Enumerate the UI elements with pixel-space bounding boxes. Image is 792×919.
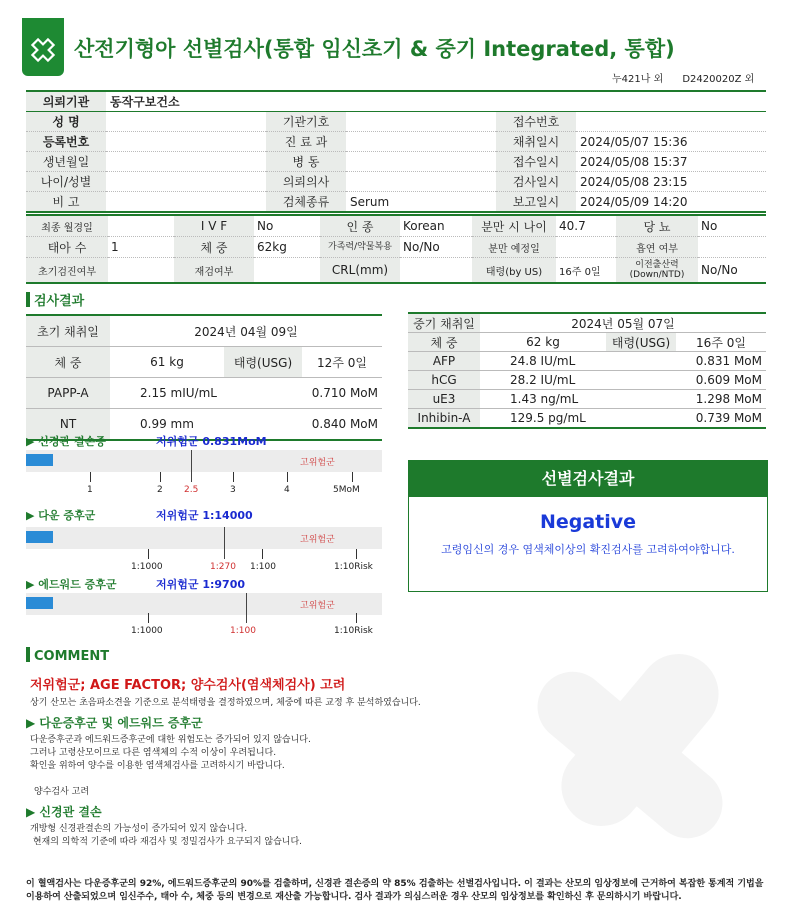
edwards-high-risk-label: 고위험군 xyxy=(300,601,335,611)
remarks-value xyxy=(106,192,266,213)
down-tick xyxy=(262,549,263,559)
down-tick xyxy=(148,549,149,559)
ntd-tick xyxy=(287,472,288,482)
ue3-label: uE3 xyxy=(408,390,480,409)
down-risk-bar xyxy=(26,527,382,549)
ntd-risk-bar xyxy=(26,450,382,472)
mid-weight-label: 체 중 xyxy=(408,333,480,352)
early-results-table xyxy=(26,314,382,441)
early-collect-date: 2024년 04월 09일 xyxy=(110,315,382,347)
reported-label: 보고일시 xyxy=(496,192,576,213)
retest-value xyxy=(254,258,320,284)
comment-section-label: COMMENT xyxy=(34,649,110,664)
edwards-cutoff-marker xyxy=(246,593,247,623)
lmp-label: 최종 월경일 xyxy=(26,215,108,237)
down-risk-title: ▶ 다운 증후군 xyxy=(26,509,96,522)
early-collect-row xyxy=(26,315,382,347)
comment-amnio: 양수검사 고려 xyxy=(34,787,90,797)
tested-label: 검사일시 xyxy=(496,172,576,192)
institution-value: 동작구보건소 xyxy=(106,91,766,112)
obstetric-row xyxy=(26,258,766,284)
mid-results-table xyxy=(408,312,766,429)
edwards-tick xyxy=(356,613,357,623)
afp-mom: 0.831 MoM xyxy=(676,352,766,371)
edwards-cutoff-label: 1:100 xyxy=(230,626,256,636)
inhibin-a-value: 129.5 pg/mL xyxy=(480,409,676,429)
mid-marker-row xyxy=(408,390,766,409)
down-tick-label: 1:10Risk xyxy=(334,562,373,572)
tested-value: 2024/05/08 23:15 xyxy=(576,172,766,192)
ntd-high-risk-label: 고위험군 xyxy=(300,458,335,468)
edwards-tick-label: 1:1000 xyxy=(131,626,163,636)
birthdate-value xyxy=(106,152,266,172)
mid-collect-label: 중기 채취일 xyxy=(408,313,480,333)
ga-us-label: 태령(by US) xyxy=(472,258,556,284)
comment-subtitle-down-edwards: ▶ 다운증후군 및 에드워드 증후군 xyxy=(26,716,203,730)
afp-label: AFP xyxy=(408,352,480,371)
ward-value xyxy=(346,152,496,172)
down-risk-fill xyxy=(26,531,53,543)
obstetric-row xyxy=(26,237,766,258)
screening-result-title: 선별검사결과 xyxy=(409,461,767,497)
crl-label: CRL(mm) xyxy=(320,258,400,284)
weight-label: 체 중 xyxy=(174,237,254,258)
department-label: 진 료 과 xyxy=(266,132,346,152)
department-value xyxy=(346,132,496,152)
diabetes-value: No xyxy=(698,215,766,237)
report-title: 산전기형아 선별검사(통합 임신초기 & 중기 Integrated, 통합) xyxy=(74,37,675,61)
mid-marker-row xyxy=(408,352,766,371)
institution-label: 의뢰기관 xyxy=(26,91,106,112)
name-label: 성 명 xyxy=(26,112,106,132)
nt-label: NT xyxy=(26,409,110,441)
early-ga-label: 태령(USG) xyxy=(224,347,302,378)
family-history-value: No/No xyxy=(400,237,472,258)
mid-collect-row xyxy=(408,313,766,333)
collected-value: 2024/05/07 15:36 xyxy=(576,132,766,152)
comment-line: 확인을 위하여 양수를 이용한 염색체검사를 고려하시기 바랍니다. xyxy=(30,761,285,771)
age-sex-value xyxy=(106,172,266,192)
ga-us-value: 16주 0일 xyxy=(556,258,616,284)
down-cutoff-label: 1:270 xyxy=(210,562,236,572)
mid-ga-value: 16주 0일 xyxy=(676,333,766,352)
ntd-tick xyxy=(160,472,161,482)
diabetes-label: 당 뇨 xyxy=(616,215,698,237)
early-ga-value: 12주 0일 xyxy=(302,347,382,378)
family-history-label: 가족력/약물복용 xyxy=(320,237,400,258)
patient-row xyxy=(26,112,766,132)
papp-a-label: PAPP-A xyxy=(26,378,110,409)
reported-value: 2024/05/09 14:20 xyxy=(576,192,766,213)
down-tick-label: 1:100 xyxy=(250,562,276,572)
obstetric-info-table xyxy=(26,214,766,284)
ntd-tick-label: 3 xyxy=(230,485,236,495)
mid-ga-label: 태령(USG) xyxy=(606,333,676,352)
remarks-label: 비 고 xyxy=(26,192,106,213)
screening-result-note: 고령임신의 경우 염색체이상의 확진검사를 고려하여야합니다. xyxy=(441,543,735,556)
fetus-count-label: 태아 수 xyxy=(26,237,108,258)
patient-row xyxy=(26,132,766,152)
ntd-tick xyxy=(90,472,91,482)
early-weight-label: 체 중 xyxy=(26,347,110,378)
received-label: 접수일시 xyxy=(496,152,576,172)
specimen-value: Serum xyxy=(346,192,496,213)
footer-disclaimer: 이 혈액검사는 다운증후군의 92%, 에드워드증후군의 90%를 검출하며, 신경관 결손증의 약 85% 검출하는 선별검사입니다. 이 결과는 산모의 임상정보에 근거하여 복잡한 통계적 기법을 이용하여 산출되었으며 임신주수, 태아 수, 체중 등의 변경으로 재산출 가능합니다. 검사 결과가 의심스러운 경우 산모의 임상정보를 확인하신 후 문의하시기 바랍니다. xyxy=(26,879,764,902)
edwards-tick xyxy=(148,613,149,623)
patient-row xyxy=(26,192,766,213)
early-weight-row xyxy=(26,347,382,378)
doctor-label: 의뢰의사 xyxy=(266,172,346,192)
early-weight-value: 61 kg xyxy=(110,347,224,378)
ntd-risk-fill xyxy=(26,454,53,466)
ntd-cutoff-marker xyxy=(191,450,192,482)
prior-birth-label: 이전출산력 (Down/NTD) xyxy=(616,258,698,284)
ue3-value: 1.43 ng/mL xyxy=(480,390,676,409)
due-date-value xyxy=(556,237,616,258)
ivf-value: No xyxy=(254,215,320,237)
prior-birth-value: No/No xyxy=(698,258,766,284)
retest-label: 재검여부 xyxy=(174,258,254,284)
comment-line: 개방형 신경관결손의 가능성이 증가되어 있지 않습니다. xyxy=(30,824,248,834)
ntd-tick xyxy=(233,472,234,482)
down-high-risk-label: 고위험군 xyxy=(300,535,335,545)
patient-info-table xyxy=(26,90,766,213)
screening-result-value: Negative xyxy=(539,511,637,533)
mid-marker-row xyxy=(408,409,766,429)
mid-marker-row xyxy=(408,371,766,390)
nt-value: 0.99 mm xyxy=(110,409,302,441)
weight-value: 62kg xyxy=(254,237,320,258)
obstetric-row xyxy=(26,215,766,237)
mid-weight-row xyxy=(408,333,766,352)
screening-result-box xyxy=(408,460,768,592)
ward-label: 병 동 xyxy=(266,152,346,172)
age-sex-label: 나이/성별 xyxy=(26,172,106,192)
down-risk-result: 저위험군 1:14000 xyxy=(156,509,253,522)
comment-line: 상기 산모는 초음파소견을 기준으로 분석태령을 결정하였으며, 체중에 따른 교정 후 분석하였습니다. xyxy=(30,698,421,708)
received-value: 2024/05/08 15:37 xyxy=(576,152,766,172)
edwards-tick-label: 1:10Risk xyxy=(334,626,373,636)
mid-weight-value: 62 kg xyxy=(480,333,606,352)
facility-code-label: 기관기호 xyxy=(266,112,346,132)
inhibin-a-label: Inhibin-A xyxy=(408,409,480,429)
delivery-age-label: 분만 시 나이 xyxy=(472,215,556,237)
comment-subtitle-ntd: ▶ 신경관 결손 xyxy=(26,805,102,819)
collected-label: 채취일시 xyxy=(496,132,576,152)
comment-headline: 저위험군; AGE FACTOR; 양수검사(염색체검사) 고려 xyxy=(30,678,346,693)
institution-row xyxy=(26,91,766,112)
reg-no-label: 등록번호 xyxy=(26,132,106,152)
afp-value: 24.8 IU/mL xyxy=(480,352,676,371)
results-section-title xyxy=(26,290,84,309)
papp-a-mom: 0.710 MoM xyxy=(302,378,382,409)
ntd-risk-result: 저위험군 0.831MoM xyxy=(156,435,267,448)
nt-mom: 0.840 MoM xyxy=(302,409,382,441)
early-check-value xyxy=(108,258,174,284)
ue3-mom: 1.298 MoM xyxy=(676,390,766,409)
delivery-age-value: 40.7 xyxy=(556,215,616,237)
smoking-label: 흡연 여부 xyxy=(616,237,698,258)
edwards-risk-fill xyxy=(26,597,53,609)
facility-code-value xyxy=(346,112,496,132)
edwards-risk-result: 저위험군 1:9700 xyxy=(156,578,246,591)
reg-no-value xyxy=(106,132,266,152)
logo xyxy=(22,18,64,76)
doctor-value xyxy=(346,172,496,192)
receipt-no-label: 접수번호 xyxy=(496,112,576,132)
early-check-label: 초기검진여부 xyxy=(26,258,108,284)
patient-row xyxy=(26,152,766,172)
results-section-label: 검사결과 xyxy=(34,294,85,309)
ntd-tick-label: 4 xyxy=(284,485,290,495)
early-collect-label: 초기 채취일 xyxy=(26,315,110,347)
ntd-tick-label: 1 xyxy=(87,485,93,495)
document-codes xyxy=(612,70,754,85)
due-date-label: 분만 예정일 xyxy=(472,237,556,258)
ntd-risk-title: ▶ 신경관 결손증 xyxy=(26,435,106,448)
patient-row xyxy=(26,172,766,192)
specimen-label: 검체종류 xyxy=(266,192,346,213)
smoking-value xyxy=(698,237,766,258)
hcg-mom: 0.609 MoM xyxy=(676,371,766,390)
down-tick xyxy=(356,549,357,559)
code-2: D2420020Z 외 xyxy=(682,74,755,85)
fetus-count-value: 1 xyxy=(108,237,174,258)
early-marker-row xyxy=(26,378,382,409)
down-tick-label: 1:1000 xyxy=(131,562,163,572)
crl-value xyxy=(400,258,472,284)
hcg-label: hCG xyxy=(408,371,480,390)
down-cutoff-marker xyxy=(224,527,225,559)
ntd-cutoff-label: 2.5 xyxy=(184,485,199,495)
ethnicity-label: 인 종 xyxy=(320,215,400,237)
receipt-no-value xyxy=(576,112,766,132)
ntd-tick-label: 5MoM xyxy=(333,485,360,495)
mid-collect-date: 2024년 05월 07일 xyxy=(480,313,766,333)
ntd-tick xyxy=(352,472,353,482)
comment-line: 그러나 고령산모이므로 다른 염색체의 수적 이상이 우려됩니다. xyxy=(30,748,277,758)
comment-section-title xyxy=(26,647,109,664)
edwards-risk-bar xyxy=(26,593,382,615)
edwards-risk-title: ▶ 에드워드 증후군 xyxy=(26,578,117,591)
code-1: 누421나 외 xyxy=(612,74,664,85)
ethnicity-value: Korean xyxy=(400,215,472,237)
comment-line: 현재의 의학적 기준에 따라 재검사 및 정밀검사가 요구되지 않습니다. xyxy=(30,837,303,847)
ntd-tick-label: 2 xyxy=(157,485,163,495)
cross-logo-icon xyxy=(22,18,64,76)
comment-line: 다운증후군과 에드워드증후군에 대한 위험도는 증가되어 있지 않습니다. xyxy=(30,735,311,745)
name-value xyxy=(106,112,266,132)
ivf-label: I V F xyxy=(174,215,254,237)
lmp-value xyxy=(108,215,174,237)
inhibin-a-mom: 0.739 MoM xyxy=(676,409,766,429)
hcg-value: 28.2 IU/mL xyxy=(480,371,676,390)
birthdate-label: 생년월일 xyxy=(26,152,106,172)
papp-a-value: 2.15 mIU/mL xyxy=(110,378,302,409)
